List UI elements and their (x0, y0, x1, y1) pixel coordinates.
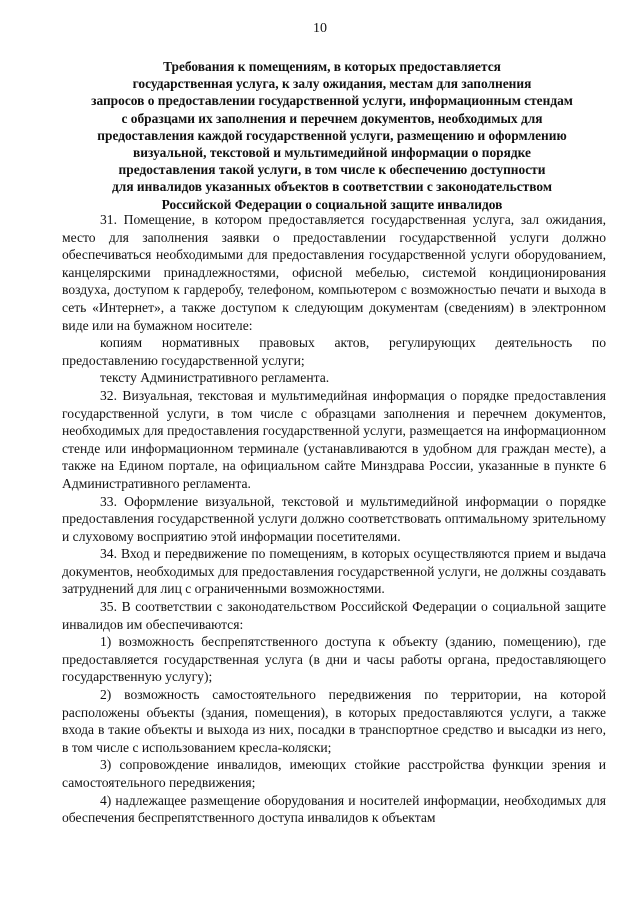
heading-line: предоставления каждой государственной услуги, размещению и оформлению (97, 127, 567, 143)
list-item-2: 2) возможность самостоятельного передвижения по территории, на которой расположены объекты (здания, помещения), в которых предоставляются услуги, а также входа в такие объекты и выхода из них, посадки в транспортное средство и высадки из него, в том числе с использованием кресла-коляски; (62, 687, 606, 755)
paragraph-35: 35. В соответствии с законодательством Российской Федерации о социальной защите инвалидов им обеспечиваются: (62, 599, 606, 632)
list-item-regulation-text: тексту Административного регламента. (100, 370, 330, 386)
heading-line: Российской Федерации о социальной защите инвалидов (161, 196, 503, 212)
heading-line: государственная услуга, к залу ожидания, местам для заполнения (132, 76, 532, 92)
list-item-3: 3) сопровождение инвалидов, имеющих стойкие расстройства функции зрения и самостоятельного передвижения; (62, 757, 606, 790)
heading-line: предоставления такой услуги, в том числе к обеспечению доступности (118, 162, 546, 178)
paragraph-31: 31. Помещение, в котором предоставляется государственная услуга, зал ожидания, место для заполнения заявки о предоставлении государственной услуги должно обеспечиваться необходимыми для предоставления государственной услуги оборудованием, канцелярскими принадлежностями, офисной мебелью, системой кондиционирования воздуха, доступом к гардеробу, телефоном, компьютером с возможностью печати и выхода в сеть «Интернет», а также доступом к следующим документам (сведениям) в электронном виде или на бумажном носителе: (62, 212, 606, 333)
list-item-1: 1) возможность беспрепятственного доступа к объекту (зданию, помещению), где предоставляется государственная услуга (в дни и часы работы органа, предоставляющего государственную услугу); (62, 634, 606, 685)
paragraph-34: 34. Вход и передвижение по помещениям, в которых осуществляются прием и выдача документов, необходимых для предоставления государственной услуги, не должны создавать затруднений для лиц с ограниченными возможностями. (62, 546, 606, 597)
heading-line: для инвалидов указанных объектов в соответствии с законодательством (112, 179, 552, 195)
list-item-4: 4) надлежащее размещение оборудования и носителей информации, необходимых для обеспечения беспрепятственного доступа инвалидов к объектам (62, 792, 606, 826)
heading-line: с образцами их заполнения и перечнем документов, необходимых для (121, 110, 543, 126)
heading-line: запросов о предоставлении государственной услуги, информационным стендам (91, 93, 573, 109)
paragraph-32: 32. Визуальная, текстовая и мультимедийная информация о порядке предоставления государственной услуги, в том числе с образцами заполнения и перечнем документов, необходимых для предоставления государственной услуги, размещается на информационном стенде или информационном терминале (устанавливаются в удобном для граждан месте), а также на Едином портале, на официальном сайте Минздрава России, указанные в пункте 6 Административного регламента. (62, 387, 606, 491)
page-number: 10 (313, 21, 327, 36)
heading-line: визуальной, текстовой и мультимедийной информации о порядке (133, 145, 531, 161)
paragraph-33: 33. Оформление визуальной, текстовой и мультимедийной информации о порядке предоставления государственной услуги должно соответствовать оптимальному зрительному и слуховому восприятию этой информации посетителями. (62, 493, 606, 544)
document-body (62, 211, 606, 827)
list-item-copies: копиям нормативных правовых актов, регулирующих деятельность по предоставлению государственной услуги; (62, 335, 606, 368)
section-heading (60, 58, 604, 213)
heading-line: Требования к помещениям, в которых предоставляется (163, 59, 501, 74)
